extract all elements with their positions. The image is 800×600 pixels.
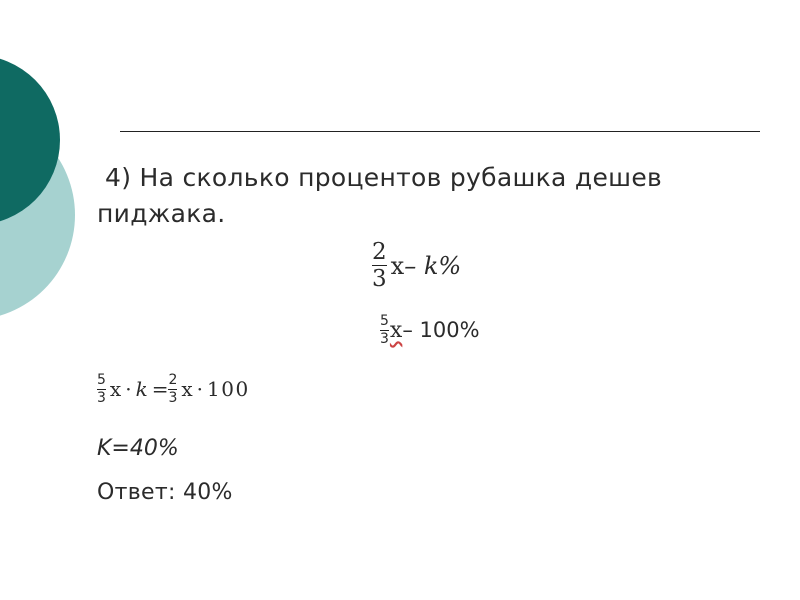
result-k: K=40%	[97, 436, 179, 461]
fraction-five-thirds	[380, 314, 389, 346]
fraction-denominator: 3	[168, 389, 178, 406]
variable-k: k	[135, 377, 148, 402]
equation-rhs: – 100%	[402, 318, 480, 343]
title-divider	[120, 131, 760, 132]
fraction-two-thirds	[372, 240, 387, 291]
problem-title-line-2: пиджака.	[97, 199, 226, 228]
multiply-dot: ·	[196, 377, 204, 402]
variable-x: x	[181, 377, 193, 402]
proportion-equation	[97, 373, 254, 405]
problem-title	[97, 160, 777, 232]
equation-rhs: – k%	[404, 251, 462, 280]
fraction-numerator: 2	[168, 372, 178, 388]
answer-line: Ответ: 40%	[97, 480, 233, 505]
variable-x: x	[390, 251, 405, 280]
decorative-circles	[0, 0, 110, 330]
equation-jacket	[380, 314, 480, 346]
equals-sign: =	[151, 377, 169, 402]
problem-title-line-1: 4) На сколько процентов рубашка дешев	[105, 163, 663, 192]
equation-shirt	[372, 240, 461, 291]
fraction-numerator: 2	[372, 239, 387, 265]
fraction-two-thirds	[168, 373, 177, 405]
fraction-numerator: 5	[380, 313, 389, 329]
constant-value: 100	[207, 377, 250, 402]
fraction-denominator: 3	[97, 389, 106, 406]
fraction-denominator: 3	[380, 330, 389, 347]
variable-x: x	[389, 317, 403, 343]
fraction-five-thirds	[97, 373, 106, 405]
variable-x: x	[109, 377, 122, 402]
fraction-denominator: 3	[372, 266, 387, 293]
multiply-dot: ·	[125, 377, 132, 402]
fraction-numerator: 5	[97, 372, 106, 388]
